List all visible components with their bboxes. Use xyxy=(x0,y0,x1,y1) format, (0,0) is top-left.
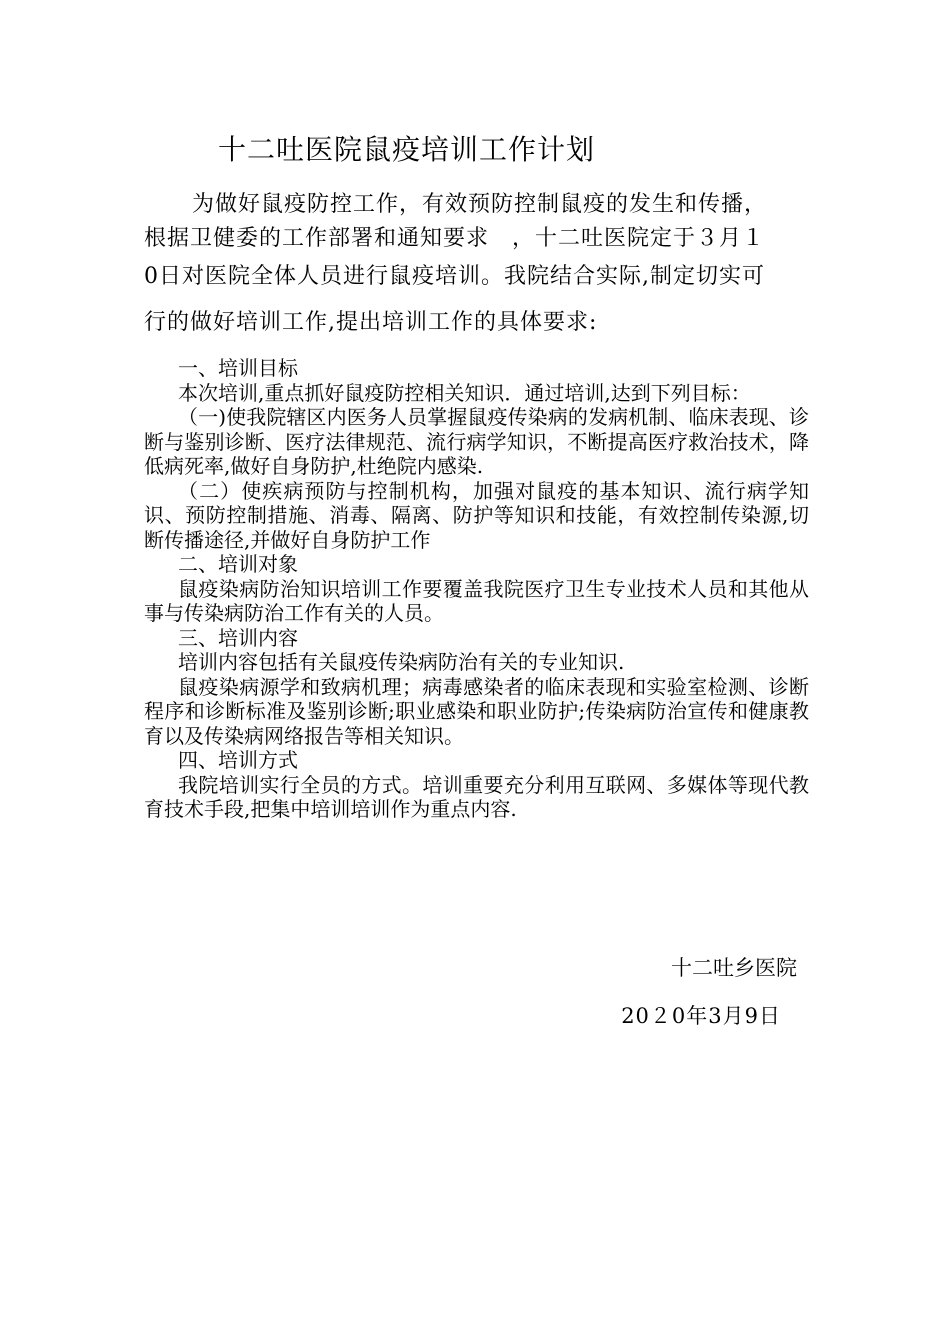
section-paragraph: 我院培训实行全员的方式。培训重要充分利用互联网、多媒体等现代教育技术手段,把集中培训培训作为重点内容. xyxy=(144,772,809,821)
section-paragraph: 鼠疫染病防治知识培训工作要覆盖我院医疗卫生专业技术人员和其他从事与传染病防治工作有关的人员。 xyxy=(144,576,809,625)
intro-line: 为做好鼠疫防控工作，有效预防控制鼠疫的发生和传播， xyxy=(192,192,768,217)
section-heading-objectives: 一、培训目标 xyxy=(178,356,298,380)
section-heading-method: 四、培训方式 xyxy=(178,748,298,772)
signature-organization: 十二吐乡医院 xyxy=(671,956,797,980)
list-item: （二）使疾病预防与控制机构，加强对鼠疫的基本知识、流行病学知识、预防控制措施、消毒、隔离、防护等知识和技能，有效控制传染源,切断传播途径,并做好自身防护工作 xyxy=(144,478,809,552)
section-heading-content: 三、培训内容 xyxy=(178,625,298,650)
section-paragraph: 鼠疫染病源学和致病机理；病毒感染者的临床表现和实验室检测、诊断程序和诊断标准及鉴别诊断;职业感染和职业防护;传染病防治宣传和健康教育以及传染病网络报告等相关知识。 xyxy=(144,674,809,748)
document-title: 十二吐医院鼠疫培训工作计划 xyxy=(218,133,596,166)
intro-line: 0日对医院全体人员进行鼠疫培训。我院结合实际,制定切实可 xyxy=(144,264,765,289)
intro-line: 行的做好培训工作,提出培训工作的具体要求: xyxy=(144,310,598,335)
intro-line: 根据卫健委的工作部署和通知要求 ，十二吐医院定于３月１ xyxy=(144,226,766,251)
section-paragraph: 本次培训,重点抓好鼠疫防控相关知识．通过培训,达到下列目标： xyxy=(178,380,751,405)
signature-date: 20２0年3月9日 xyxy=(621,1004,781,1028)
list-item: （一)使我院辖区内医务人员掌握鼠疫传染病的发病机制、临床表现、诊断与鉴别诊断、医疗法律规范、流行病学知识，不断提高医疗救治技术，降低病死率,做好自身防护,杜绝院内感染. xyxy=(144,405,809,478)
section-heading-audience: 二、培训对象 xyxy=(178,552,298,576)
section-paragraph: 培训内容包括有关鼠疫传染病防治有关的专业知识. xyxy=(178,650,625,674)
document-body xyxy=(144,356,809,822)
